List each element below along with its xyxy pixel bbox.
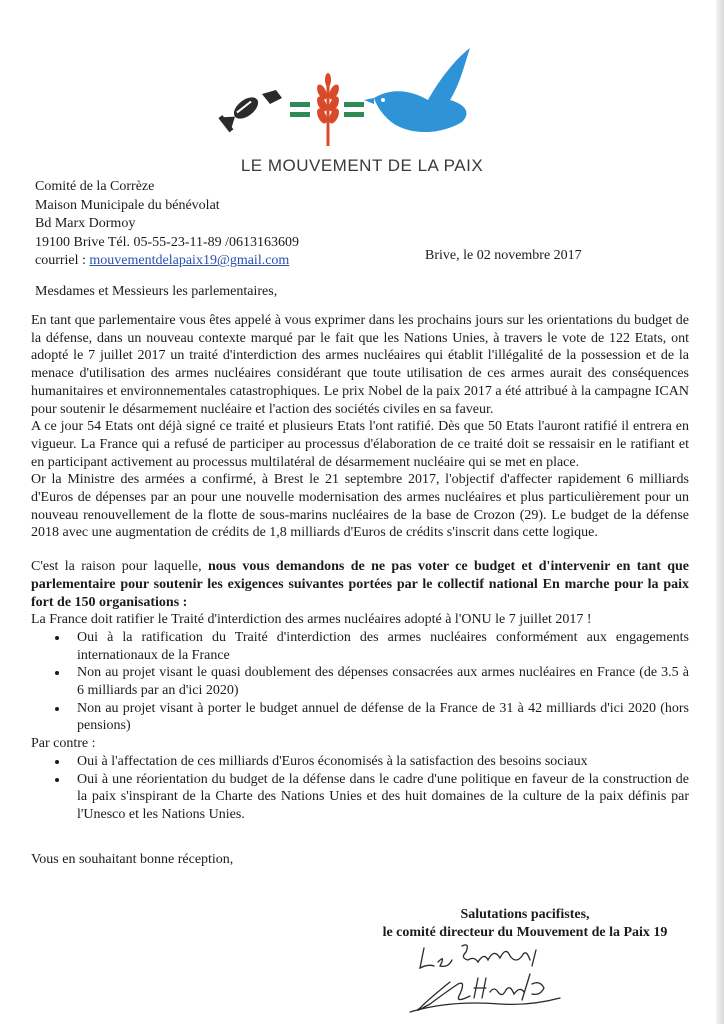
demand-intro: C'est la raison pour laquelle, bbox=[31, 559, 208, 575]
letter-body bbox=[31, 312, 689, 824]
sender-email-line bbox=[35, 252, 299, 271]
list-item: • Oui à la ratification du Traité d'interdiction des armes nucléaires conformément aux engagements internationaux de la France bbox=[69, 629, 689, 664]
list-item: • Oui à l'affectation de ces milliards d'Euros économisés à la satisfaction des besoins sociaux bbox=[69, 753, 689, 771]
sender-building: Maison Municipale du bénévolat bbox=[35, 197, 220, 213]
alternatives-list bbox=[31, 753, 689, 824]
sender-street: Bd Marx Dormoy bbox=[35, 216, 136, 232]
scan-edge-shadow bbox=[716, 0, 724, 1024]
sender-address bbox=[35, 178, 299, 271]
wheat-icon bbox=[315, 73, 341, 146]
closing-line: Vous en souhaitant bonne réception, bbox=[31, 852, 234, 867]
par-contre-heading: Par contre : bbox=[31, 736, 96, 752]
list-item: • Oui à une réorientation du budget de la défense dans le cadre d'une politique en faveur de la construction de la paix s'inspirant de la Charte des Nations Unies et des huit domaines de la culture de la paix définis par l'Unesco et les Nations Unies. bbox=[69, 771, 689, 824]
signature-greeting: Salutations pacifistes, bbox=[460, 907, 590, 922]
paragraph-demand bbox=[31, 558, 689, 611]
email-prefix: courriel : bbox=[35, 253, 90, 269]
email-link[interactable]: mouvementdelapaix19@gmail.com bbox=[89, 253, 290, 269]
letter-date: Brive, le 02 novembre 2017 bbox=[425, 248, 582, 263]
bomb-icon bbox=[218, 92, 262, 132]
sender-committee: Comité de la Corrèze bbox=[35, 179, 155, 194]
signature-block bbox=[360, 906, 690, 942]
dove-icon bbox=[364, 48, 470, 132]
demands-list bbox=[31, 629, 689, 735]
list-item: • Non au projet visant à porter le budget annuel de défense de la France de 31 à 42 milliards d'ici 2020 (hors pensions) bbox=[69, 700, 689, 735]
signature-committee: le comité directeur du Mouvement de la Paix 19 bbox=[382, 925, 668, 940]
paragraph-treaty-context: En tant que parlementaire vous êtes appelé à vous exprimer dans les prochains jours sur les orientations du budget de la défense, dans un nouveau contexte marqué par le fait que les Nations Unies, à travers le vote de 122 Etats, ont adopté le 7 juillet 2017 un traité d'interdiction des armes nucléaires qui établit l'illégalité de la possession et de la menace d'utilisation des armes nucléaires considérant que toute utilisation de ces armes aurait des conséquences humanitaires et environnementales catastrophiques. Le prix Nobel de la paix 2017 a été attribué à la campagne ICAN pour soutenir le désarmement nucléaire et l'action des sociétés civiles en sa faveur. bbox=[31, 313, 689, 417]
paragraph-ratification: A ce jour 54 Etats ont déjà signé ce traité et plusieurs Etats l'ont ratifié. Dès que 50 Etats l'auront ratifié il entrera en vigueur. La France qui a refusé de participer au processus d'élaboration de ce traité doit se ressaisir en le ratifiant et en participant activement au processus multilatéral de désarmement nucléaire qui se met en place. bbox=[31, 419, 689, 470]
list-item: • Non au projet visant le quasi doublement des dépenses consacrées aux armes nucléaires en France (de 3.5 à 6 milliards par an d'ici 2020) bbox=[69, 664, 689, 699]
paragraph-france-must-ratify: La France doit ratifier le Traité d'interdiction des armes nucléaires adopté à l'ONU le 7 juillet 2017 ! bbox=[31, 612, 592, 628]
equals-bar bbox=[290, 112, 310, 117]
organization-name: LE MOUVEMENT DE LA PAIX bbox=[240, 156, 484, 175]
demand-bold: nous vous demandons de ne pas voter ce budget et d'intervenir en tant que parlementaire pour soutenir les exigences suivantes portées par le collectif national En marche pour la paix fort de 150 organisations : bbox=[31, 559, 689, 610]
handwritten-signature bbox=[390, 938, 570, 1016]
mouvement-de-la-paix-logo bbox=[218, 40, 480, 150]
salutation: Mesdames et Messieurs les parlementaires, bbox=[35, 284, 278, 299]
sender-city-phone: 19100 Brive Tél. 05-55-23-11-89 /0613163609 bbox=[35, 234, 300, 250]
equals-icon bbox=[344, 102, 364, 107]
bomb-fragment-icon bbox=[262, 90, 282, 104]
equals-icon bbox=[290, 102, 310, 107]
equals-bar bbox=[344, 112, 364, 117]
paragraph-defense-budget: Or la Ministre des armées a confirmé, à Brest le 21 septembre 2017, l'objectif d'affecter rapidement 6 milliards d'Euros de dépenses par an pour une nouvelle modernisation des armes nucléaires et plus particulièrement pour un nouveau renouvellement de la flotte de sous-marins nucléaires de la base de Crozon (29). Le budget de la défense 2018 avec une augmentation de crédits de 1,8 milliards d'Euros de crédits s'inscrit dans cette logique. bbox=[31, 472, 689, 541]
